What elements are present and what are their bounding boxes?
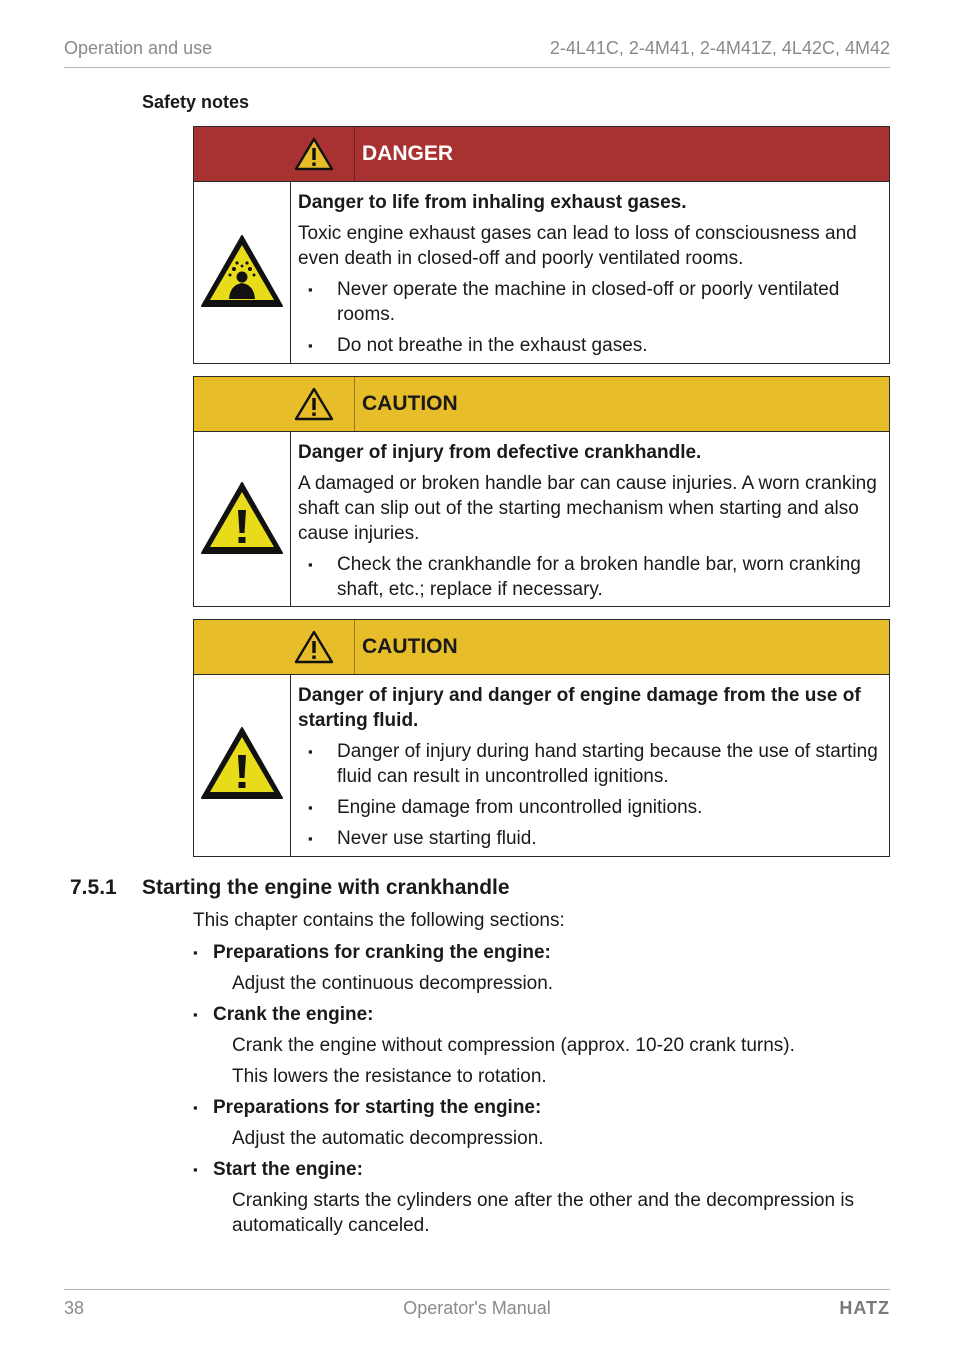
notice-level-label: CAUTION xyxy=(362,392,458,415)
notice-bullet: ▪ Engine damage from uncontrolled ignitions. xyxy=(298,795,881,820)
footer-rule xyxy=(64,1289,890,1290)
header-rule xyxy=(64,67,890,68)
section-number: 7.5.1 xyxy=(70,876,117,899)
list-item-detail: Cranking starts the cylinders one after the other and the decompression is automatically canceled. xyxy=(232,1190,855,1236)
header-model-list: 2-4L41C, 2-4M41, 2-4M41Z, 4L42C, 4M42 xyxy=(549,38,890,58)
section-intro: This chapter contains the following sections: xyxy=(193,910,565,931)
list-item-detail: Adjust the continuous decompression. xyxy=(232,973,554,994)
list-item-heading: ▪ Start the engine: xyxy=(193,1157,890,1182)
warning-triangle-icon xyxy=(294,137,334,171)
notice-bullet: ▪ Never operate the machine in closed-off or poorly ventilated rooms. xyxy=(298,277,881,327)
warning-triangle-icon xyxy=(294,387,334,421)
notice-paragraph: A damaged or broken handle bar can cause injuries. A worn cranking shaft can slip out of the starting mechanism when starting and also cause injuries. xyxy=(298,473,877,544)
list-item-detail: Adjust the automatic decompression. xyxy=(232,1128,544,1149)
notice-header xyxy=(194,377,889,432)
section-list xyxy=(193,940,890,1244)
notice-header xyxy=(194,127,889,182)
notice-header xyxy=(194,620,889,675)
general-warning-icon xyxy=(199,725,285,801)
header-section-title: Operation and use xyxy=(64,38,213,58)
notice-bullet: ▪ Check the crankhandle for a broken handle bar, worn cranking shaft, etc.; replace if necessary. xyxy=(298,552,881,602)
notice-title: Danger to life from inhaling exhaust gases. xyxy=(298,192,687,213)
list-item-heading: ▪ Crank the engine: xyxy=(193,1002,890,1027)
notice-level-label: DANGER xyxy=(362,142,454,165)
notice-title: Danger of injury and danger of engine damage from the use of starting fluid. xyxy=(298,685,861,731)
toxic-exhaust-warning-icon xyxy=(199,233,285,309)
footer-manual-title: Operator's Manual xyxy=(403,1298,551,1318)
warning-triangle-icon xyxy=(294,630,334,664)
caution-notice-starting-fluid xyxy=(193,619,890,857)
notice-bullet: ▪ Danger of injury during hand starting because the use of starting fluid can result in uncontrolled ignitions. xyxy=(298,739,881,789)
safety-notes-heading: Safety notes xyxy=(142,92,250,112)
list-item-heading: ▪ Preparations for cranking the engine: xyxy=(193,940,890,965)
page-number: 38 xyxy=(64,1298,85,1318)
section-title: Starting the engine with crankhandle xyxy=(142,876,510,899)
notice-level-label: CAUTION xyxy=(362,635,458,658)
notice-bullet: ▪ Do not breathe in the exhaust gases. xyxy=(298,333,881,358)
list-item-heading: ▪ Preparations for starting the engine: xyxy=(193,1095,890,1120)
general-warning-icon xyxy=(199,480,285,556)
brand-logo: HATZ xyxy=(839,1298,890,1318)
notice-title: Danger of injury from defective crankhandle. xyxy=(298,442,702,463)
list-item-detail: This lowers the resistance to rotation. xyxy=(232,1066,547,1087)
notice-bullet: ▪ Never use starting fluid. xyxy=(298,826,881,851)
notice-paragraph: Toxic engine exhaust gases can lead to loss of consciousness and even death in closed-off and poorly ventilated rooms. xyxy=(298,223,857,269)
caution-notice-crankhandle xyxy=(193,376,890,607)
list-item-detail: Crank the engine without compression (approx. 10-20 crank turns). xyxy=(232,1035,795,1056)
danger-notice-exhaust xyxy=(193,126,890,364)
